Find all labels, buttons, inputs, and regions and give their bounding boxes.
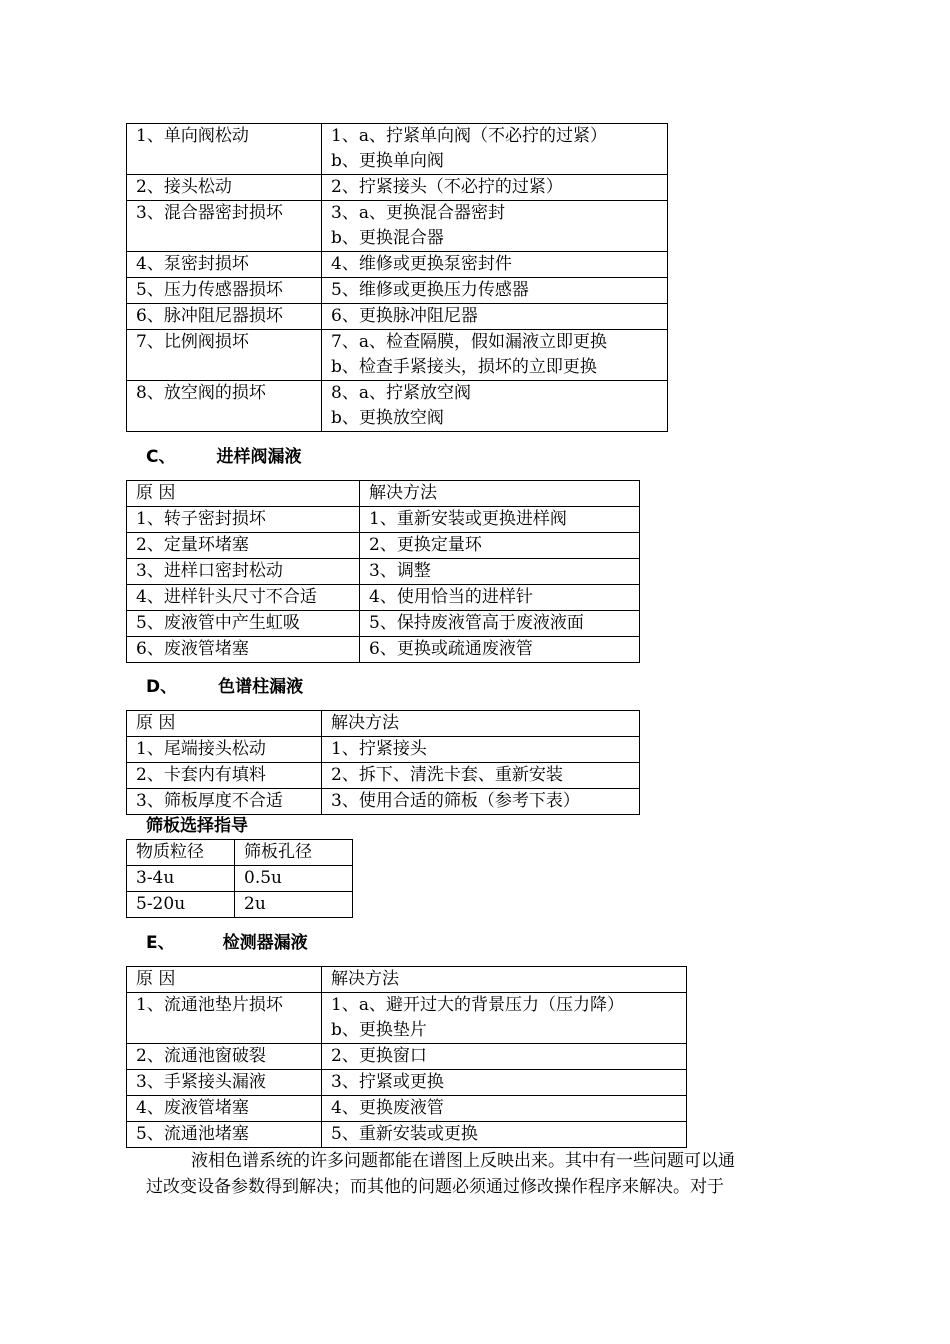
table-row	[127, 175, 668, 201]
section-d-letter: D、	[146, 677, 178, 697]
cause-cell	[127, 611, 360, 637]
cause-cell-line: 1、单向阀松动	[136, 126, 249, 146]
solution-cell	[322, 175, 668, 201]
solution-cell-line: 3、拧紧或更换	[331, 1072, 444, 1092]
cause-cell	[127, 381, 322, 432]
table-header-row	[127, 967, 687, 993]
paragraph-line-2: 过改变设备参数得到解决；而其他的问题必须通过修改操作程序来解决。对于	[146, 1177, 724, 1197]
solution-cell-line: 5、维修或更换压力传感器	[331, 280, 529, 300]
table-header-row	[127, 711, 640, 737]
solution-cell	[322, 381, 668, 432]
cause-cell-line: 2、卡套内有填料	[136, 765, 266, 785]
cause-cell-line: 4、泵密封损坏	[136, 254, 249, 274]
solution-cell	[322, 763, 640, 789]
pump-leak-table	[126, 123, 668, 432]
solution-cell	[322, 304, 668, 330]
solution-cell-line: 2、更换窗口	[331, 1046, 427, 1066]
detector-leak-table	[126, 966, 687, 1148]
cause-cell-line: 3、混合器密封损坏	[136, 203, 283, 223]
solution-cell	[322, 1096, 687, 1122]
solution-cell-line: b、更换混合器	[331, 228, 444, 248]
cause-cell	[127, 637, 360, 663]
header-cell-line: 原 因	[136, 969, 176, 989]
table-row	[127, 789, 640, 815]
cause-cell	[127, 533, 360, 559]
table-row	[127, 892, 353, 918]
cause-cell	[127, 330, 322, 381]
solution-cell	[360, 507, 640, 533]
column-leak-table-body	[127, 711, 640, 815]
solution-cell	[322, 1122, 687, 1148]
table-row	[127, 533, 640, 559]
sieve-guide-title: 筛板选择指导	[146, 816, 248, 836]
cause-cell-line: 1、流通池垫片损坏	[136, 995, 283, 1015]
body-paragraph	[146, 1148, 811, 1200]
table-row	[127, 252, 668, 278]
section-e-heading	[146, 932, 308, 954]
cause-cell	[127, 763, 322, 789]
solution-cell	[322, 789, 640, 815]
solution-cell-line: 5、保持废液管高于废液液面	[369, 613, 584, 633]
section-d-title: 色谱柱漏液	[218, 677, 304, 697]
solution-cell	[360, 533, 640, 559]
solution-cell-line: 2、更换定量环	[369, 535, 482, 555]
cause-cell	[127, 993, 322, 1044]
solution-cell	[322, 124, 668, 175]
cause-cell-line: 2、接头松动	[136, 177, 232, 197]
header-cell	[322, 967, 687, 993]
table-row	[127, 124, 668, 175]
cause-cell	[127, 866, 235, 892]
section-d-heading	[146, 676, 303, 698]
solution-cell-line: 1、a、拧紧单向阀（不必拧的过紧）	[331, 126, 607, 146]
cause-cell-line: 5、废液管中产生虹吸	[136, 613, 300, 633]
solution-cell-line: 7、a、检查隔膜，假如漏液立即更换	[331, 332, 607, 352]
solution-cell-line: 0.5u	[244, 868, 282, 888]
cause-cell-line: 6、脉冲阻尼器损坏	[136, 306, 283, 326]
cause-cell-line: 5-20u	[136, 894, 186, 914]
solution-cell-line: 2、拆下、清洗卡套、重新安装	[331, 765, 563, 785]
header-cell-line: 解决方法	[331, 713, 399, 733]
cause-cell-line: 7、比例阀损坏	[136, 332, 249, 352]
header-cell-line: 解决方法	[331, 969, 399, 989]
cause-cell-line: 3、筛板厚度不合适	[136, 791, 283, 811]
table-row	[127, 866, 353, 892]
solution-cell-line: 5、重新安装或更换	[331, 1124, 478, 1144]
header-cell	[235, 840, 353, 866]
solution-cell	[360, 611, 640, 637]
cause-cell	[127, 175, 322, 201]
solution-cell	[322, 252, 668, 278]
solution-cell-line: b、更换垫片	[331, 1020, 427, 1040]
header-cell-line: 原 因	[136, 713, 176, 733]
solution-cell-line: 4、维修或更换泵密封件	[331, 254, 512, 274]
solution-cell	[322, 737, 640, 763]
injector-leak-table-body	[127, 481, 640, 663]
cause-cell	[127, 737, 322, 763]
header-cell	[127, 967, 322, 993]
solution-cell	[235, 892, 353, 918]
table-row	[127, 993, 687, 1044]
solution-cell	[322, 993, 687, 1044]
header-cell-line: 筛板孔径	[244, 842, 312, 862]
solution-cell-line: b、更换放空阀	[331, 408, 444, 428]
cause-cell-line: 6、废液管堵塞	[136, 639, 249, 659]
table-header-row	[127, 481, 640, 507]
header-cell	[322, 711, 640, 737]
solution-cell	[360, 559, 640, 585]
section-e-letter: E、	[146, 933, 175, 953]
table-row	[127, 304, 668, 330]
header-cell-line: 物质粒径	[136, 842, 204, 862]
solution-cell-line: 3、调整	[369, 561, 431, 581]
cause-cell	[127, 585, 360, 611]
solution-cell-line: 1、拧紧接头	[331, 739, 427, 759]
table-row	[127, 1096, 687, 1122]
solution-cell	[360, 585, 640, 611]
table-row	[127, 737, 640, 763]
detector-leak-table-body	[127, 967, 687, 1148]
cause-cell-line: 2、定量环堵塞	[136, 535, 249, 555]
solution-cell-line: 4、使用恰当的进样针	[369, 587, 533, 607]
solution-cell-line: 1、a、避开过大的背景压力（压力降）	[331, 995, 624, 1015]
cause-cell	[127, 892, 235, 918]
pump-leak-table-body	[127, 124, 668, 432]
solution-cell-line: 8、a、拧紧放空阀	[331, 383, 471, 403]
cause-cell	[127, 789, 322, 815]
cause-cell	[127, 1070, 322, 1096]
table-row	[127, 1044, 687, 1070]
table-row	[127, 381, 668, 432]
cause-cell-line: 8、放空阀的损坏	[136, 383, 266, 403]
solution-cell	[322, 1070, 687, 1096]
table-header-row	[127, 840, 353, 866]
cause-cell	[127, 278, 322, 304]
cause-cell-line: 1、尾端接头松动	[136, 739, 266, 759]
cause-cell	[127, 1096, 322, 1122]
cause-cell-line: 3-4u	[136, 868, 175, 888]
solution-cell-line: 1、重新安装或更换进样阀	[369, 509, 567, 529]
table-row	[127, 637, 640, 663]
header-cell-line: 原 因	[136, 483, 176, 503]
table-row	[127, 1070, 687, 1096]
table-row	[127, 585, 640, 611]
sieve-guide-table-body	[127, 840, 353, 918]
solution-cell-line: b、更换单向阀	[331, 151, 444, 171]
cause-cell	[127, 304, 322, 330]
table-row	[127, 559, 640, 585]
cause-cell	[127, 1044, 322, 1070]
cause-cell	[127, 1122, 322, 1148]
section-c-title: 进样阀漏液	[216, 447, 302, 467]
cause-cell-line: 5、压力传感器损坏	[136, 280, 283, 300]
solution-cell-line: 2、拧紧接头（不必拧的过紧）	[331, 177, 563, 197]
table-row	[127, 507, 640, 533]
table-row	[127, 330, 668, 381]
header-cell	[127, 481, 360, 507]
section-c-heading	[146, 446, 301, 468]
solution-cell	[235, 866, 353, 892]
cause-cell-line: 4、废液管堵塞	[136, 1098, 249, 1118]
header-cell	[127, 840, 235, 866]
solution-cell-line: 2u	[244, 894, 266, 914]
table-row	[127, 278, 668, 304]
table-row	[127, 611, 640, 637]
cause-cell-line: 1、转子密封损坏	[136, 509, 266, 529]
header-cell	[127, 711, 322, 737]
solution-cell-line: 3、a、更换混合器密封	[331, 203, 505, 223]
cause-cell-line: 3、进样口密封松动	[136, 561, 283, 581]
cause-cell-line: 2、流通池窗破裂	[136, 1046, 266, 1066]
solution-cell	[360, 637, 640, 663]
solution-cell-line: 3、使用合适的筛板（参考下表）	[331, 791, 580, 811]
cause-cell	[127, 507, 360, 533]
table-row	[127, 201, 668, 252]
cause-cell-line: 3、手紧接头漏液	[136, 1072, 266, 1092]
section-c-letter: C、	[146, 447, 176, 467]
paragraph-line-1: 液相色谱系统的许多问题都能在谱图上反映出来。其中有一些问题可以通	[191, 1151, 735, 1171]
cause-cell	[127, 252, 322, 278]
cause-cell-line: 4、进样针头尺寸不合适	[136, 587, 317, 607]
column-leak-table	[126, 710, 640, 815]
cause-cell	[127, 124, 322, 175]
injector-leak-table	[126, 480, 640, 663]
section-e-title: 检测器漏液	[222, 933, 308, 953]
cause-cell	[127, 559, 360, 585]
solution-cell	[322, 201, 668, 252]
table-row	[127, 763, 640, 789]
header-cell-line: 解决方法	[369, 483, 437, 503]
cause-cell	[127, 201, 322, 252]
cause-cell-line: 5、流通池堵塞	[136, 1124, 249, 1144]
solution-cell-line: b、检查手紧接头，损坏的立即更换	[331, 357, 597, 377]
solution-cell	[322, 278, 668, 304]
solution-cell-line: 4、更换废液管	[331, 1098, 444, 1118]
table-row	[127, 1122, 687, 1148]
solution-cell	[322, 1044, 687, 1070]
header-cell	[360, 481, 640, 507]
solution-cell	[322, 330, 668, 381]
sieve-guide-table	[126, 839, 353, 918]
solution-cell-line: 6、更换或疏通废液管	[369, 639, 533, 659]
solution-cell-line: 6、更换脉冲阻尼器	[331, 306, 478, 326]
